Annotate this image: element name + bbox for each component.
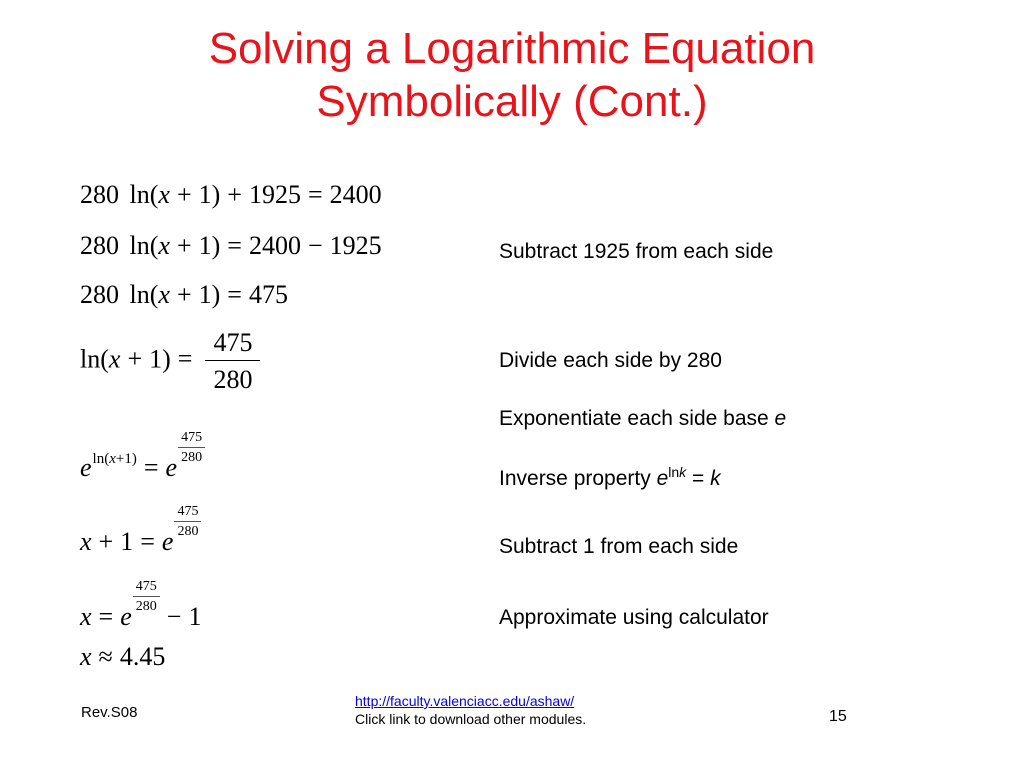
note-inverse-exponent-k: k <box>679 464 687 480</box>
fraction-denominator: 280 <box>181 450 203 465</box>
slide-title <box>0 22 1024 128</box>
equals-sign: = <box>307 180 323 209</box>
fraction-numerator: 475 <box>174 504 201 522</box>
coefficient: 280 <box>80 180 119 209</box>
constant: 2400 <box>248 231 301 260</box>
constant: 475 <box>248 280 288 309</box>
equals-sign: = <box>227 280 242 309</box>
variable-x: x <box>109 451 116 467</box>
variable-x: x <box>158 280 170 309</box>
exponent-fraction <box>174 504 201 539</box>
plus-sign: + <box>176 280 192 309</box>
equation-step-3 <box>80 282 288 308</box>
constant: 1 <box>149 344 163 374</box>
coefficient: 280 <box>80 280 119 309</box>
exponent-fraction <box>178 430 205 465</box>
equals-sign: = <box>98 602 114 631</box>
plus-sign: + <box>98 527 114 556</box>
base-e: e <box>80 453 92 482</box>
equation-step-4 <box>80 330 260 393</box>
revision-label: Rev.S08 <box>81 704 138 721</box>
equals-sign: = <box>143 453 159 482</box>
fraction-denominator: 280 <box>213 365 253 394</box>
variable-x: x <box>108 344 121 374</box>
ln-function: ln( <box>129 231 159 260</box>
minus-sign: − <box>307 231 323 260</box>
note-inverse-base: e <box>656 467 669 490</box>
fraction-denominator: 280 <box>135 599 157 614</box>
note-subtract-1925: Subtract 1925 from each side <box>499 240 774 263</box>
constant: 1925 <box>248 180 301 209</box>
base-e: e <box>120 602 132 631</box>
plus-sign: + <box>127 344 143 374</box>
variable-x: x <box>80 527 92 556</box>
equals-sign: = <box>177 344 193 374</box>
note-inverse-exponent <box>668 464 686 480</box>
base-e: e <box>165 453 178 482</box>
plus-sign: + <box>227 180 242 209</box>
equation-step-2 <box>80 233 382 259</box>
exponent-fraction <box>133 579 160 614</box>
minus-sign: − <box>166 602 182 631</box>
coefficient: 280 <box>80 231 119 260</box>
close-paren: ) <box>211 180 221 209</box>
close-paren: ) <box>131 451 137 467</box>
ln-function: ln( <box>80 344 109 374</box>
ln-function: ln( <box>92 451 110 467</box>
approx-sign: ≈ <box>98 642 113 671</box>
constant: 1 <box>198 231 212 260</box>
fraction-numerator: 475 <box>205 330 260 361</box>
fraction-denominator: 280 <box>177 524 199 539</box>
note-approximate: Approximate using calculator <box>499 606 769 629</box>
note-exponentiate-base: e <box>774 407 787 430</box>
variable-x: x <box>158 180 170 209</box>
page-number: 15 <box>829 708 847 725</box>
equals-sign: = <box>140 527 155 556</box>
equation-step-5 <box>80 430 205 482</box>
fraction-numerator: 475 <box>178 430 205 448</box>
note-subtract-1: Subtract 1 from each side <box>499 535 739 558</box>
note-inverse-property <box>499 464 721 491</box>
note-divide-280: Divide each side by 280 <box>499 349 722 372</box>
result-value: 4.45 <box>119 642 166 671</box>
equation-step-7 <box>80 579 202 631</box>
constant: 1 <box>120 527 134 556</box>
ln-function: ln( <box>129 280 159 309</box>
plus-sign: + <box>115 451 125 467</box>
close-paren: ) <box>162 344 171 374</box>
equation-step-6 <box>80 504 201 556</box>
exponent <box>93 452 137 467</box>
close-paren: ) <box>211 280 221 309</box>
link-caption: Click link to download other modules. <box>355 711 587 727</box>
variable-x: x <box>158 231 170 260</box>
plus-sign: + <box>176 231 192 260</box>
note-exponentiate-text: Exponentiate each side base <box>499 407 775 430</box>
footer-link-block <box>355 692 586 728</box>
equals-sign: = <box>227 231 242 260</box>
ln-function: ln( <box>129 180 159 209</box>
fraction <box>205 330 260 393</box>
slide-title-line-2: Symbolically (Cont.) <box>316 77 708 126</box>
modules-link[interactable]: http://faculty.valenciacc.edu/ashaw/ <box>355 693 575 709</box>
fraction-numerator: 475 <box>133 579 160 597</box>
constant: 1 <box>198 180 212 209</box>
note-inverse-exponent-ln: ln <box>668 464 680 480</box>
constant: 1 <box>198 280 212 309</box>
note-exponentiate <box>499 407 786 431</box>
variable-x: x <box>80 642 92 671</box>
constant: 2400 <box>329 180 382 209</box>
equation-step-8 <box>80 644 165 670</box>
constant: 1925 <box>329 231 382 260</box>
variable-x: x <box>80 602 92 631</box>
plus-sign: + <box>176 180 192 209</box>
equation-step-1 <box>80 182 382 208</box>
note-inverse-equals: = <box>686 467 711 490</box>
base-e: e <box>161 527 174 556</box>
note-inverse-k: k <box>710 467 721 490</box>
close-paren: ) <box>211 231 221 260</box>
slide-title-line-1: Solving a Logarithmic Equation <box>208 24 816 73</box>
constant: 1 <box>124 451 132 467</box>
note-inverse-text: Inverse property <box>499 467 657 490</box>
constant: 1 <box>188 602 202 631</box>
